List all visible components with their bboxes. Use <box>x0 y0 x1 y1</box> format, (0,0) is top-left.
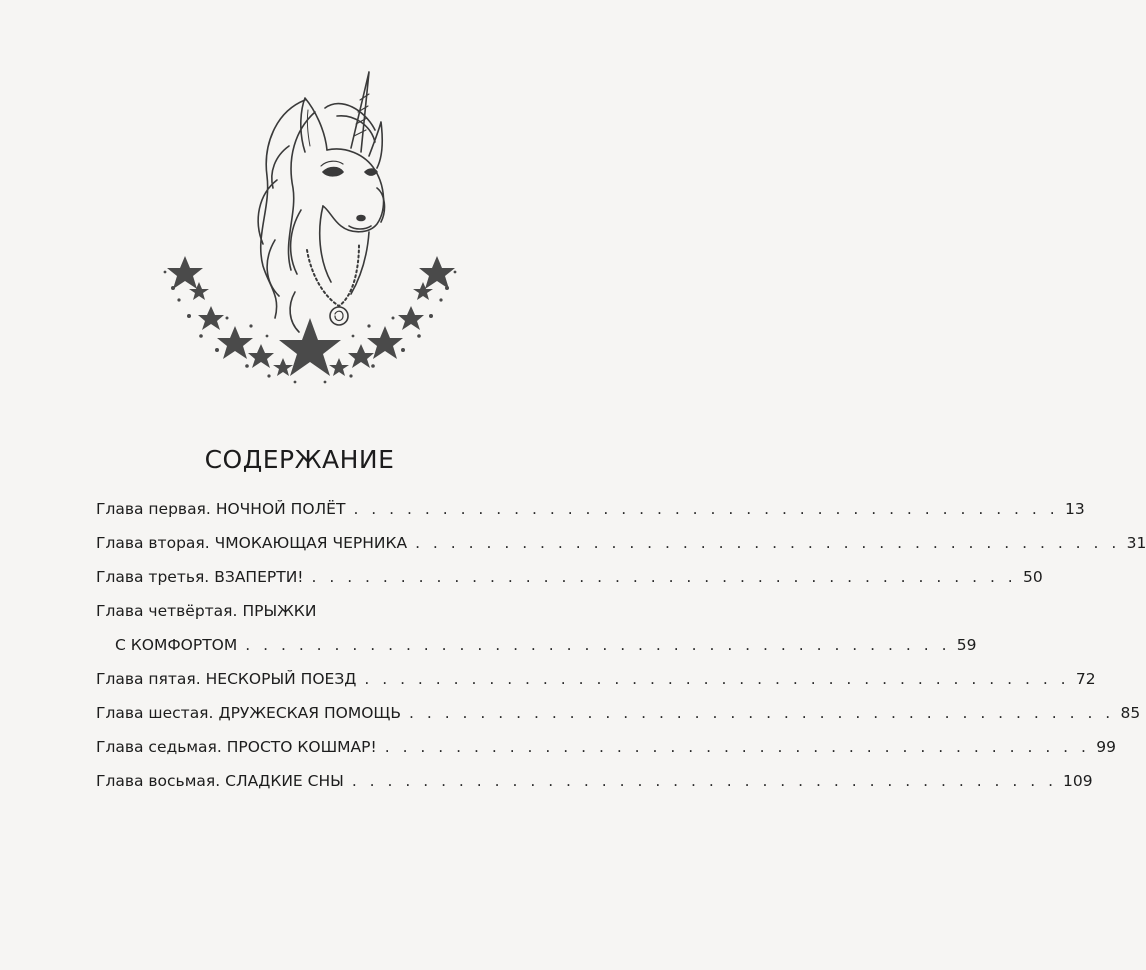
toc-entry <box>96 696 1141 730</box>
chapter-title: ЧМОКАЮЩАЯ ЧЕРНИКА <box>214 534 408 552</box>
ear-right <box>369 122 382 168</box>
chapter-number: Глава шестая. <box>96 704 214 722</box>
eye-right <box>365 169 377 175</box>
leader-dots: . . . . . . . . . . . . . . . . . . . . . . . . . . . . . . . . . . . . . . . . <box>409 704 1115 722</box>
toc-entry <box>96 492 1085 526</box>
chapter-title-continued: С КОМФОРТОМ <box>115 636 238 654</box>
leader-dots: . . . . . . . . . . . . . . . . . . . . . . . . . . . . . . . . . . . . . . . . <box>311 568 1017 586</box>
ear-left <box>301 98 327 152</box>
chapter-title: ПРОСТО КОШМАР! <box>226 738 377 756</box>
toc-entry <box>96 730 1116 764</box>
leader-dots: . . . . . . . . . . . . . . . . . . . . . . . . . . . . . . . . . . . . . . . . <box>384 738 1090 756</box>
chapter-number: Глава седьмая. <box>96 738 222 756</box>
chapter-number: Глава вторая. <box>96 534 210 552</box>
page-number: 109 <box>1063 772 1093 790</box>
star-icon <box>329 358 349 376</box>
page-number: 85 <box>1120 704 1141 722</box>
leader-dots: . . . . . . . . . . . . . . . . . . . . . . . . . . . . . . . . . . . . . . . . <box>415 534 1121 552</box>
star-icon <box>419 256 455 289</box>
page-number: 72 <box>1075 670 1096 688</box>
chapter-number: Глава четвёртая. <box>96 602 238 620</box>
toc-entry <box>96 594 977 662</box>
neck <box>320 206 331 282</box>
necklace <box>307 244 359 306</box>
toc-entry <box>96 560 1043 594</box>
leader-dots: . . . . . . . . . . . . . . . . . . . . . . . . . . . . . . . . . . . . . . . . <box>351 772 1058 790</box>
star-icon <box>398 306 424 330</box>
page-number: 50 <box>1023 568 1043 586</box>
chapter-title: ДРУЖЕСКАЯ ПОМОЩЬ <box>218 704 401 722</box>
star-icon <box>167 256 203 289</box>
leader-dots: . . . . . . . . . . . . . . . . . . . . . . . . . . . . . . . . . . . . . . . . <box>245 636 951 654</box>
star-icon <box>273 358 293 376</box>
leader-dots: . . . . . . . . . . . . . . . . . . . . . . . . . . . . . . . . . . . . . . . . <box>353 500 1059 518</box>
chapter-number: Глава восьмая. <box>96 772 221 790</box>
toc-entry <box>96 662 1096 696</box>
page-number: 13 <box>1064 500 1085 518</box>
eye-left <box>323 168 343 176</box>
leader-dots: . . . . . . . . . . . . . . . . . . . . . . . . . . . . . . . . . . . . . . . . <box>364 670 1070 688</box>
chapter-number: Глава третья. <box>96 568 210 586</box>
chapter-title: НЕСКОРЫЙ ПОЕЗД <box>205 670 357 688</box>
stars-decoration <box>164 256 457 383</box>
star-icon <box>248 344 274 368</box>
page-number: 59 <box>956 636 977 654</box>
chapter-title: НОЧНОЙ ПОЛЁТ <box>215 500 346 518</box>
chapter-title: СЛАДКИЕ СНЫ <box>225 772 344 790</box>
star-icon <box>348 344 374 368</box>
chapter-number: Глава первая. <box>96 500 211 518</box>
chapter-title: ПРЫЖКИ <box>242 602 317 620</box>
page-number: 31 <box>1126 534 1146 552</box>
star-icon <box>217 326 253 359</box>
chapter-number: Глава пятая. <box>96 670 201 688</box>
unicorn-illustration <box>155 60 465 380</box>
toc-entry <box>96 526 1146 560</box>
page-number: 99 <box>1096 738 1116 756</box>
page-title: СОДЕРЖАНИЕ <box>204 444 395 474</box>
pendant <box>330 307 348 325</box>
toc-entry <box>96 764 1093 798</box>
star-icon <box>198 306 224 330</box>
chapter-title: ВЗАПЕРТИ! <box>214 568 304 586</box>
table-of-contents <box>96 492 1146 798</box>
